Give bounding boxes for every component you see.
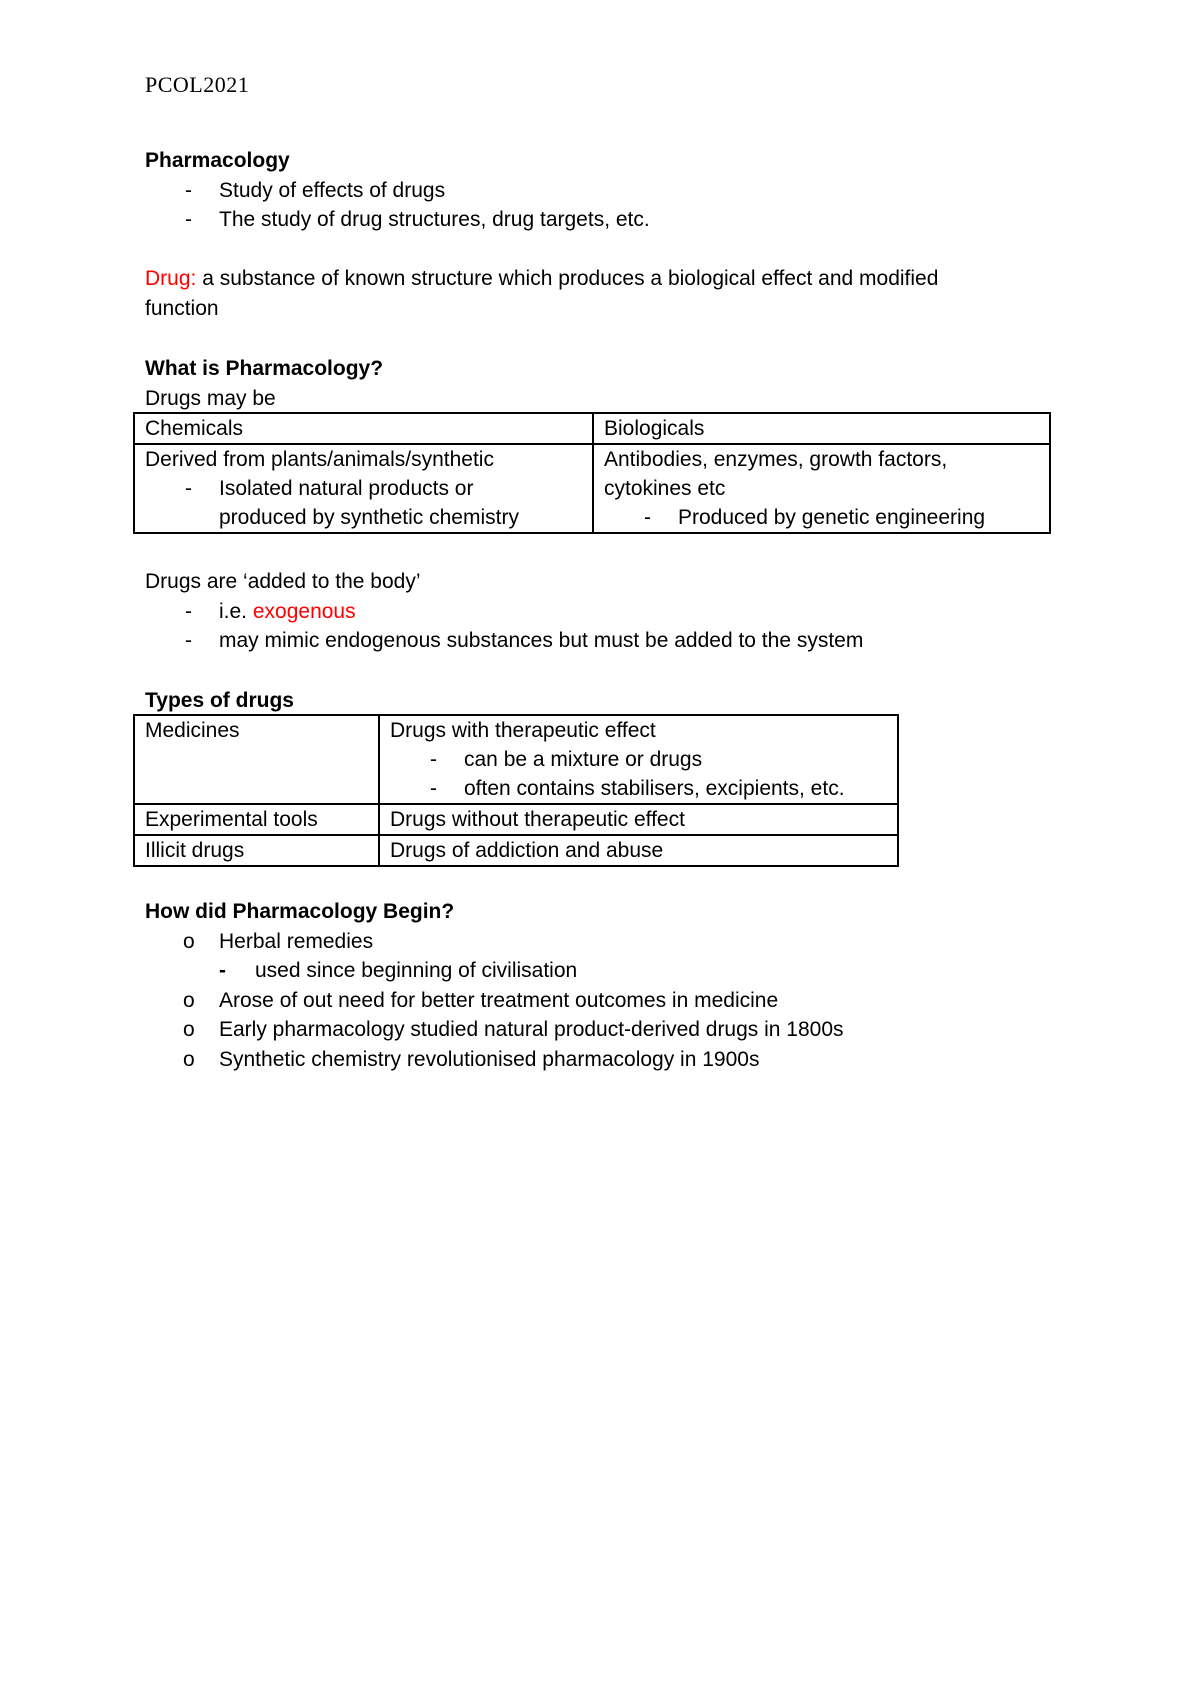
- table-cell: Medicines: [134, 715, 379, 804]
- list-item: - Study of effects of drugs: [185, 178, 446, 202]
- history-section: [145, 897, 844, 1074]
- table-row: [134, 835, 898, 866]
- list-item: - The study of drug structures, drug targets, etc.: [185, 208, 650, 231]
- exogenous-term: exogenous: [252, 599, 356, 623]
- what-is-heading: What is Pharmacology?: [145, 357, 384, 380]
- pharmacology-heading: Pharmacology: [145, 149, 290, 172]
- table-row: [134, 444, 1050, 533]
- drugs-may-be: Drugs may be: [145, 386, 276, 410]
- table-header-cell: Chemicals: [134, 413, 593, 444]
- table-cell: Drugs without therapeutic effect: [379, 804, 898, 835]
- drug-definition-text: a substance of known structure which produces a biological effect and modified: [196, 267, 939, 290]
- table-cell: Antibodies, enzymes, growth factors, cytokines etc - Produced by genetic engineering: [593, 444, 1050, 533]
- pharmacology-section: [145, 146, 650, 235]
- list-item: o Arose of out need for better treatment outcomes in medicine: [183, 988, 779, 1012]
- list-item: o Early pharmacology studied natural product-derived drugs in 1800s: [183, 1018, 844, 1041]
- types-heading-block: [145, 686, 294, 716]
- table-header-cell: Biologicals: [593, 413, 1050, 444]
- course-code-header: PCOL2021: [145, 72, 250, 97]
- list-item: o Synthetic chemistry revolutionised pharmacology in 1900s: [183, 1047, 760, 1071]
- drug-term: Drug:: [145, 267, 197, 290]
- table-cell: Drugs of addiction and abuse: [379, 835, 898, 866]
- table-cell: Derived from plants/animals/synthetic - Isolated natural products or produced by synthetic chemistry: [134, 444, 593, 533]
- list-item: - i.e. exogenous: [185, 599, 356, 623]
- table-row: [134, 804, 898, 835]
- chemicals-biologicals-table: [133, 412, 1051, 534]
- table-cell: Illicit drugs: [134, 835, 379, 866]
- drug-definition-text-cont: function: [145, 296, 219, 320]
- list-item: - may mimic endogenous substances but must be added to the system: [185, 629, 864, 652]
- added-to-body-section: [145, 567, 863, 656]
- added-line: Drugs are ‘added to the body’: [145, 570, 421, 593]
- drug-definition: [145, 264, 938, 323]
- table-cell: Drugs with therapeutic effect - can be a mixture or drugs - often contains stabilisers, excipients, etc.: [379, 715, 898, 804]
- list-item: - used since beginning of civilisation: [219, 959, 578, 982]
- what-is-section: [145, 354, 383, 413]
- table-row: [134, 715, 898, 804]
- types-heading: Types of drugs: [145, 689, 294, 712]
- list-item: o Herbal remedies: [183, 929, 374, 953]
- history-heading: How did Pharmacology Begin?: [145, 900, 455, 923]
- types-of-drugs-table: [133, 714, 899, 867]
- table-cell: Experimental tools: [134, 804, 379, 835]
- table-row: [134, 413, 1050, 444]
